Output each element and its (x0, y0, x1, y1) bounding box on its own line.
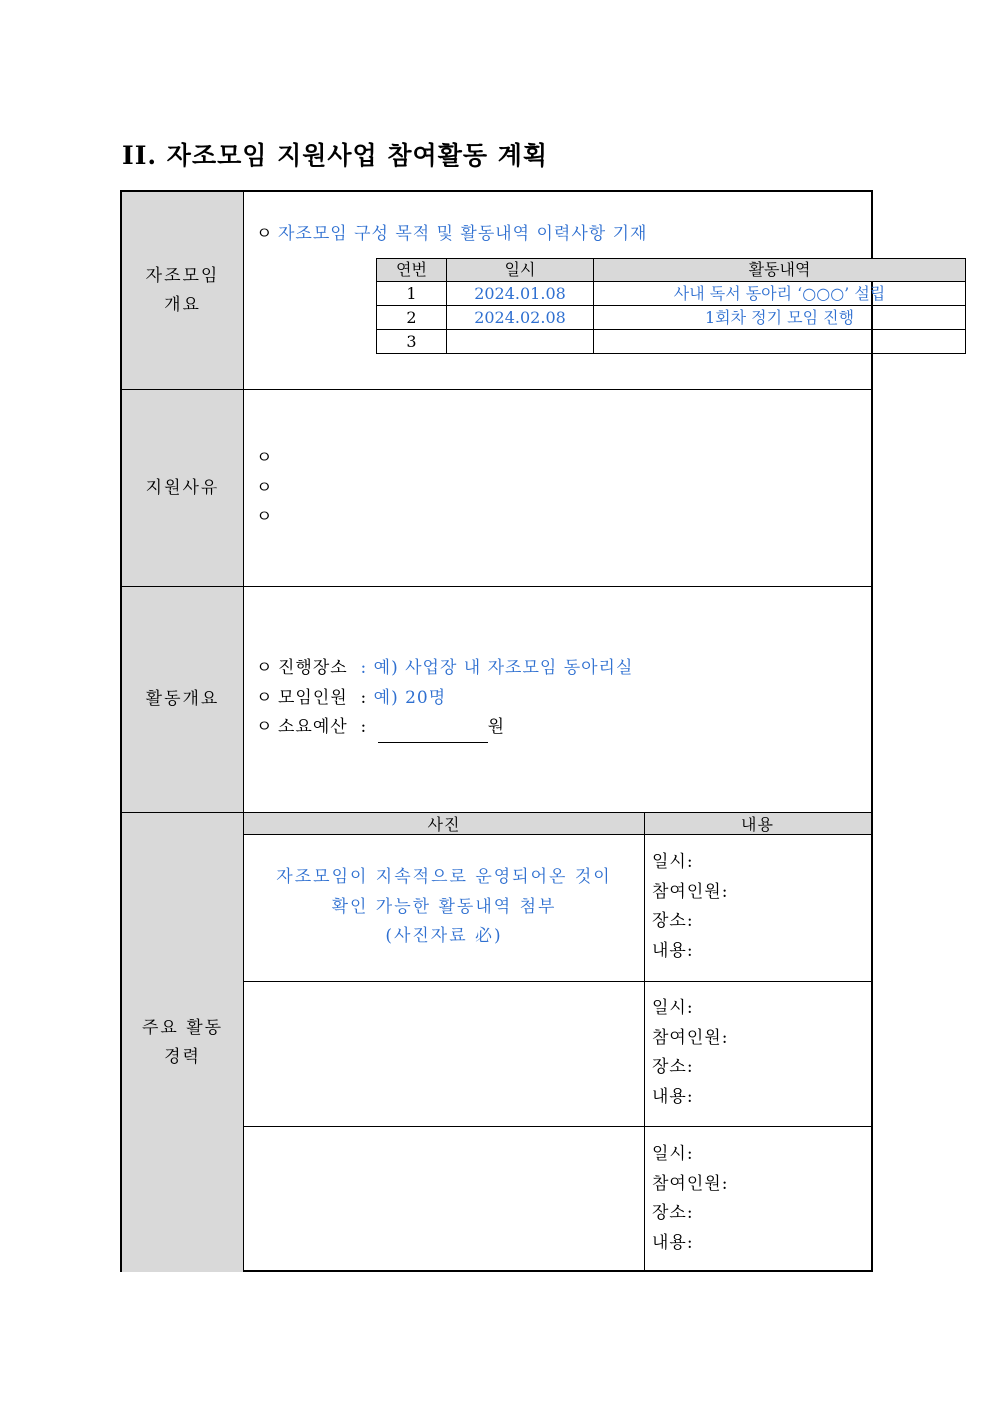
reason-bullet: ㅇ (256, 448, 274, 468)
reason-bullet: ㅇ (256, 477, 274, 498)
col-header-number: 연번 (377, 259, 447, 282)
reason-content[interactable] (244, 390, 871, 586)
activity-place: ㅇ 진행장소 : 예) 사업장 내 자조모임 동아리실 (256, 658, 634, 678)
col-header-date: 일시 (447, 259, 594, 282)
activity-members: ㅇ 모임인원 : 예) 20명 (256, 687, 447, 708)
activity-budget: ㅇ 소요예산 : 원 (256, 713, 633, 743)
col-header-history: 활동내역 (594, 259, 966, 282)
activity-detail-3[interactable]: 일시: 참여인원: 장소: 내용: (652, 1144, 729, 1253)
table-row: 3 (377, 330, 966, 354)
column-divider (644, 813, 645, 1272)
overview-intro: ㅇ 자조모임 구성 목적 및 활동내역 이력사항 기재 (256, 224, 648, 244)
table-row: 2 2024.02.08 1회차 정기 모임 진행 (377, 306, 966, 330)
activity-detail-1[interactable]: 일시: 참여인원: 장소: 내용: (652, 852, 729, 961)
overview-content (244, 192, 886, 389)
reason-label: 지원사유 (122, 390, 244, 586)
reason-bullet: ㅇ (256, 507, 274, 527)
page-title: II. 자조모임 지원사업 참여활동 계획 (122, 141, 549, 170)
photo-slot-2[interactable] (244, 982, 644, 1126)
activity-plan-form (120, 190, 886, 1272)
overview-label: 자조모임 개요 (122, 192, 244, 389)
photo-header: 사진 (244, 813, 644, 835)
activity-content (244, 587, 871, 812)
activity-detail-2[interactable]: 일시: 참여인원: 장소: 내용: (652, 998, 729, 1107)
table-row: 1 2024.01.08 사내 독서 동아리 ‘○○○’ 설립 (377, 282, 966, 306)
budget-input[interactable] (378, 724, 488, 743)
photo-slot-3[interactable] (244, 1127, 644, 1271)
history-table (376, 258, 966, 354)
photo-instruction: 자조모임이 지속적으로 운영되어온 것이 확인 가능한 활동내역 첨부 (사진자료 必) (276, 867, 612, 946)
content-header: 내용 (644, 813, 871, 835)
career-label: 주요 활동 경력 (122, 813, 244, 1272)
activity-label: 활동개요 (122, 587, 244, 812)
career-content (244, 813, 871, 1272)
